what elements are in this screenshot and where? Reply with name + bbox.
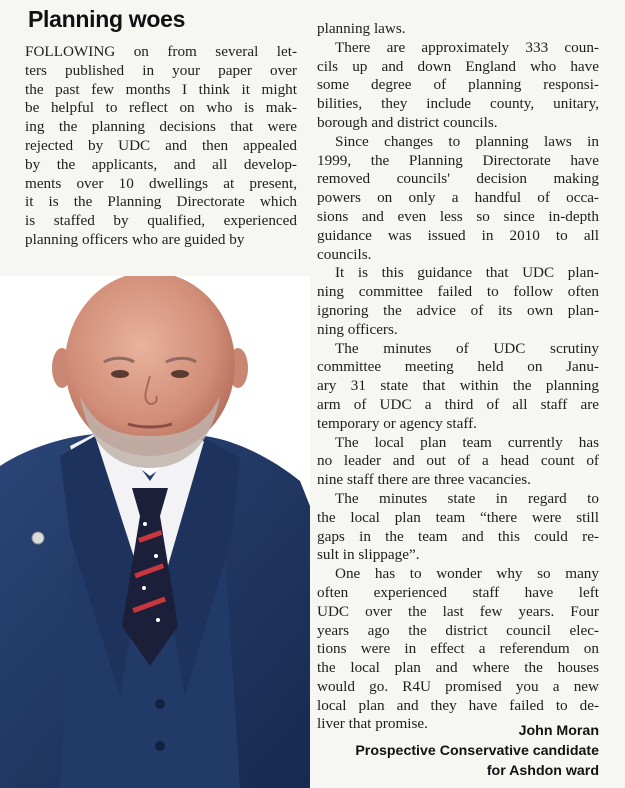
column-2-line: local plan and they have failed to de- — [317, 696, 599, 714]
column-2-line: It is this guidance that UDC plan- — [335, 264, 599, 282]
author-name: John Moran — [518, 723, 599, 739]
article-column-1 — [25, 43, 297, 250]
column-2-line: gaps in the team and this could re- — [317, 527, 599, 545]
column-2-line: the local plan and where the houses — [317, 659, 599, 677]
column-2-line: The local plan team currently has — [335, 433, 599, 451]
column-2-line: temporary or agency staff. — [317, 414, 477, 432]
column-1-line: by the applicants, and all develop- — [25, 155, 297, 173]
column-2-line: The minutes of UDC scrutiny — [335, 339, 599, 357]
column-2-line: sult in slippage”. — [317, 546, 420, 564]
column-2-line: There are approximately 333 coun- — [335, 38, 599, 56]
column-2-line: liver that promise. — [317, 715, 428, 733]
column-1-line: FOLLOWING on from several let- — [25, 43, 297, 60]
column-2-line: often experienced staff have left — [317, 583, 599, 601]
column-1-line: ments over 10 dwellings at present, — [25, 174, 297, 192]
column-2-line: Since changes to planning laws in — [335, 132, 599, 150]
author-ward: for Ashdon ward — [486, 763, 599, 779]
column-2-line: bilities, they include county, unitary, — [317, 95, 599, 113]
candidate-photo — [0, 276, 310, 788]
column-2-line: councils. — [317, 245, 372, 263]
column-1-line: ing the planning decisions that were — [25, 118, 297, 136]
column-2-line: nine staff there are three vacancies. — [317, 471, 531, 489]
column-2-line: committee meeting held on Janu- — [317, 358, 599, 376]
column-2-line: the local plan team “there were still — [317, 508, 599, 526]
column-2-line: arm of UDC a third of all staff are — [317, 395, 599, 413]
column-1-line: planning officers who are guided by — [25, 230, 245, 248]
column-2-line: would go. R4U promised you a new — [317, 677, 599, 695]
column-2-line: no leader and out of a head count of — [317, 452, 599, 470]
article-column-2 — [317, 20, 599, 734]
column-2-line: One has to wonder why so many — [335, 565, 599, 583]
column-2-line: tions were in effect a referendum on — [317, 640, 599, 658]
column-2-line: guidance was issued in 2010 to all — [317, 226, 599, 244]
column-2-line: planning laws. — [317, 20, 406, 37]
column-2-line: 1999, the Planning Directorate have — [317, 151, 599, 169]
column-2-line: ignoring the advice of its own plan- — [317, 301, 599, 319]
column-2-line: ning officers. — [317, 320, 398, 338]
column-2-line: sions and even less so since in-depth — [317, 207, 599, 225]
column-2-line: The minutes state in regard to — [335, 489, 599, 507]
column-2-line: UDC over the last few years. Four — [317, 602, 599, 620]
column-2-line: borough and district councils. — [317, 113, 498, 131]
article-headline: Planning woes — [28, 6, 186, 32]
column-1-line: it is the Planning Directorate which — [25, 193, 297, 211]
column-1-line: is staffed by qualified, experienced — [25, 212, 297, 230]
author-role: Prospective Conservative candidate — [355, 743, 599, 759]
column-2-line: cils up and down England who have — [317, 57, 599, 75]
column-1-line: rejected by UDC and then appealed — [25, 136, 297, 154]
column-1-line: ters published in your paper over — [25, 61, 297, 79]
candidate-portrait-illustration — [0, 276, 310, 788]
column-1-line: be helpful to reflect on who is mak- — [25, 99, 297, 117]
letter-signature — [355, 721, 599, 781]
column-2-line: removed councils' decision making — [317, 170, 599, 188]
column-2-line: powers on only a handful of occa- — [317, 189, 599, 207]
column-1-line: the past few months I think it might — [25, 80, 297, 98]
column-2-line: ning committee failed to follow often — [317, 283, 599, 301]
column-2-line: some degree of planning responsi- — [317, 76, 599, 94]
column-2-line: ary 31 state that within the planning — [317, 377, 599, 395]
column-2-line: years ago the district council elec- — [317, 621, 599, 639]
